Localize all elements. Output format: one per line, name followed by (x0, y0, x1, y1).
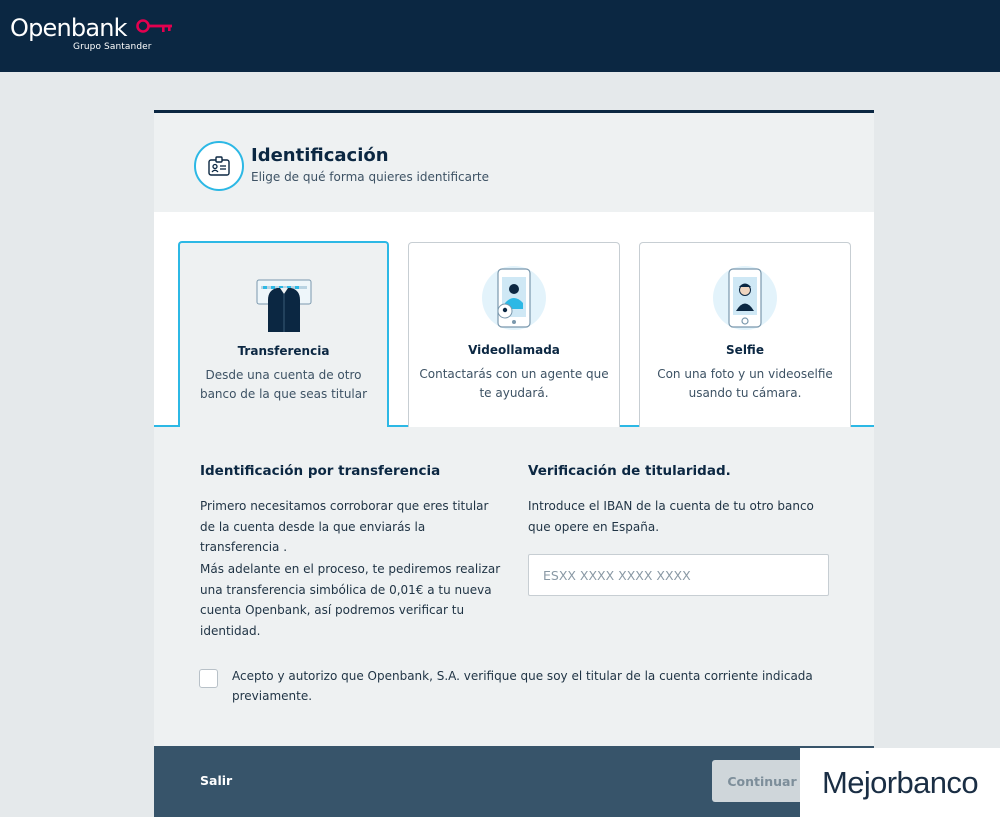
option-description: Con una foto y un videoselfie usando tu cámara. (657, 367, 833, 400)
id-badge-icon (194, 141, 244, 191)
transfer-paragraph-1: Primero necesitamos corroborar que eres titular de la cuenta desde la que enviarás la transferencia . (200, 499, 489, 554)
option-description: Desde una cuenta de otro banco de la que seas titular (199, 368, 368, 401)
logo-wordmark: Openbank (10, 14, 127, 42)
continue-button[interactable]: Continuar (712, 760, 812, 802)
option-card-transferencia[interactable] (178, 241, 389, 427)
watermark-text: Mejorbanco (822, 764, 978, 800)
key-icon (136, 18, 174, 34)
mejorbanco-watermark (800, 748, 1000, 817)
option-card-selfie[interactable] (639, 242, 851, 427)
consent-checkbox[interactable] (199, 669, 218, 688)
exit-button[interactable]: Salir (200, 773, 233, 788)
option-title: Videollamada (468, 343, 560, 357)
panel-header (154, 113, 874, 212)
verification-section-title: Verificación de titularidad. (528, 463, 731, 479)
consent-label: Acepto y autorizo que Openbank, S.A. verifique que soy el titular de la cuenta corriente indicada previamente. (232, 669, 813, 703)
openbank-logo[interactable] (10, 14, 152, 52)
option-title: Transferencia (237, 344, 330, 358)
option-description: Contactarás con un agente que te ayudará. (419, 367, 609, 400)
panel-footer (154, 746, 874, 817)
verification-text: Introduce el IBAN de la cuenta de tu otro banco que opere en España. (528, 499, 814, 534)
top-bar (0, 0, 1000, 72)
transfer-section-title: Identificación por transferencia (200, 463, 441, 479)
option-title: Selfie (726, 343, 764, 357)
page-subtitle: Elige de qué forma quieres identificarte (251, 170, 490, 184)
logo-subtitle: Grupo Santander (73, 42, 152, 52)
selfie-icon (712, 265, 778, 331)
iban-input[interactable] (528, 554, 829, 596)
option-card-videollamada[interactable] (408, 242, 620, 427)
identification-panel (154, 110, 874, 817)
page-title: Identificación (251, 145, 389, 166)
video-call-icon (481, 265, 547, 331)
bank-transfer-icon (255, 276, 313, 334)
transfer-paragraph-2: Más adelante en el proceso, te pediremos realizar una transferencia simbólica de 0,01€ a tu nueva cuenta Openbank, así podremos verificar tu identidad. (200, 562, 501, 638)
